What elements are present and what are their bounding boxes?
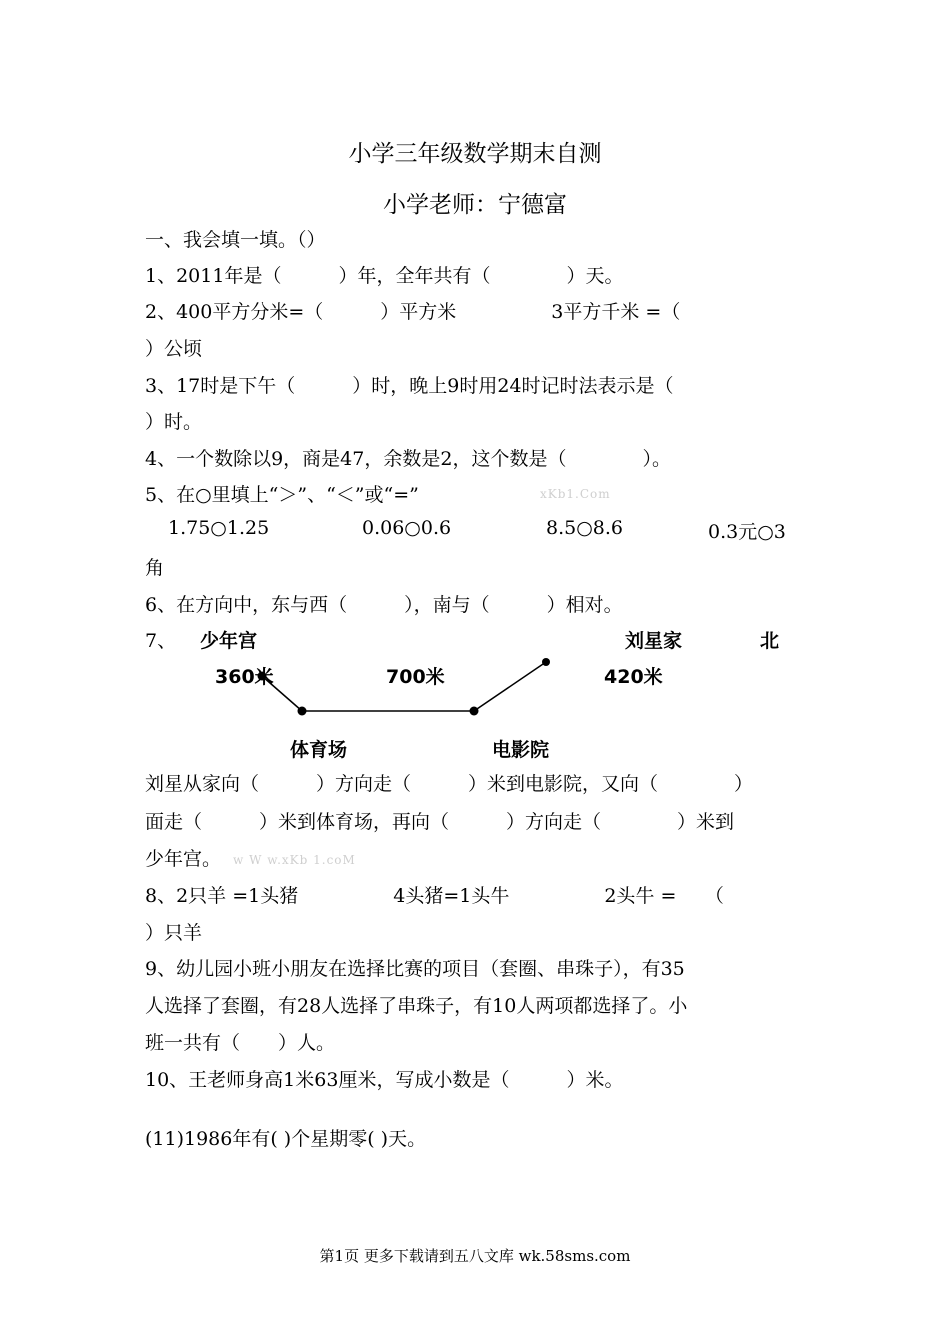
question-7-line-2: 面走（ ）米到体育场，再向（ ）方向走（ ）米到 xyxy=(145,811,735,833)
question-7-line-1: 刘星从家向（ ）方向走（ ）米到电影院，又向（ ） xyxy=(145,773,754,795)
question-7-line-3: 少年宫。 xyxy=(145,848,222,870)
question-3-line-1: 3、17时是下午（ ）时，晚上9时用24时记时法表示是（ xyxy=(145,375,674,397)
tiyu-point xyxy=(298,707,307,716)
label-north: 北 xyxy=(760,630,780,652)
watermark-text-2: w W w.xKb 1.coM xyxy=(233,853,356,867)
label-shaonian: 少年宫 xyxy=(200,630,258,652)
q5-item-1: 1.75○1.25 xyxy=(168,517,270,539)
question-2-line-2: ）公顷 xyxy=(145,338,203,360)
question-9-line-2: 人选择了套圈，有28人选择了串珠子，有10人两项都选择了。小 xyxy=(145,995,688,1017)
label-tiyu: 体育场 xyxy=(290,739,348,761)
liuxing-point xyxy=(542,658,550,666)
page-footer: 第1页 更多下载请到五八文库 wk.58sms.com xyxy=(319,1247,631,1265)
section-heading: 一、我会填一填。（） xyxy=(145,229,326,251)
q5-tail: 角 xyxy=(145,557,165,579)
label-liuxing: 刘星家 xyxy=(625,630,683,652)
question-10: 10、王老师身高1米63厘米，写成小数是（ ）米。 xyxy=(145,1069,624,1091)
question-4: 4、一个数除以9，商是47，余数是2，这个数是（ ）。 xyxy=(145,448,671,470)
question-11: (11)1986年有( )个星期零( )天。 xyxy=(145,1128,427,1150)
question-8-line-2: ）只羊 xyxy=(145,922,203,944)
question-7-number: 7、 xyxy=(145,630,177,652)
question-2-line-1: 2、400平方分米=（ ）平方米 3平方千米 =（ xyxy=(145,301,681,323)
question-1: 1、2011年是（ ）年，全年共有（ ）天。 xyxy=(145,265,624,287)
q5-item-3: 8.5○8.6 xyxy=(546,517,624,539)
q5-item-4: 0.3元○3 xyxy=(708,521,786,543)
label-distance-360: 360米 xyxy=(215,666,274,688)
question-3-line-2: ）时。 xyxy=(145,411,203,433)
label-dianying: 电影院 xyxy=(492,739,550,761)
watermark-text: xKb1.Com xyxy=(540,487,611,501)
label-distance-420: 420米 xyxy=(604,666,663,688)
dianying-point xyxy=(470,707,479,716)
question-8-line-1: 8、2只羊 =1头猪 4头猪=1头牛 2头牛 = （ xyxy=(145,885,724,907)
question-9-line-1: 9、幼儿园小班小朋友在选择比赛的项目（套圈、串珠子），有35 xyxy=(145,958,685,980)
page-title: 小学三年级数学期末自测 xyxy=(348,141,602,167)
route-segment-dianying-liuxing xyxy=(474,662,546,711)
teacher-subtitle: 小学老师：宁德富 xyxy=(383,192,567,218)
question-9-line-3: 班一共有（ ）人。 xyxy=(145,1032,336,1054)
question-6: 6、在方向中，东与西（ ），南与（ ）相对。 xyxy=(145,594,623,616)
q5-item-2: 0.06○0.6 xyxy=(362,517,452,539)
label-distance-700: 700米 xyxy=(386,666,445,688)
question-5: 5、在○里填上“＞”、“＜”或“=” xyxy=(145,484,419,506)
